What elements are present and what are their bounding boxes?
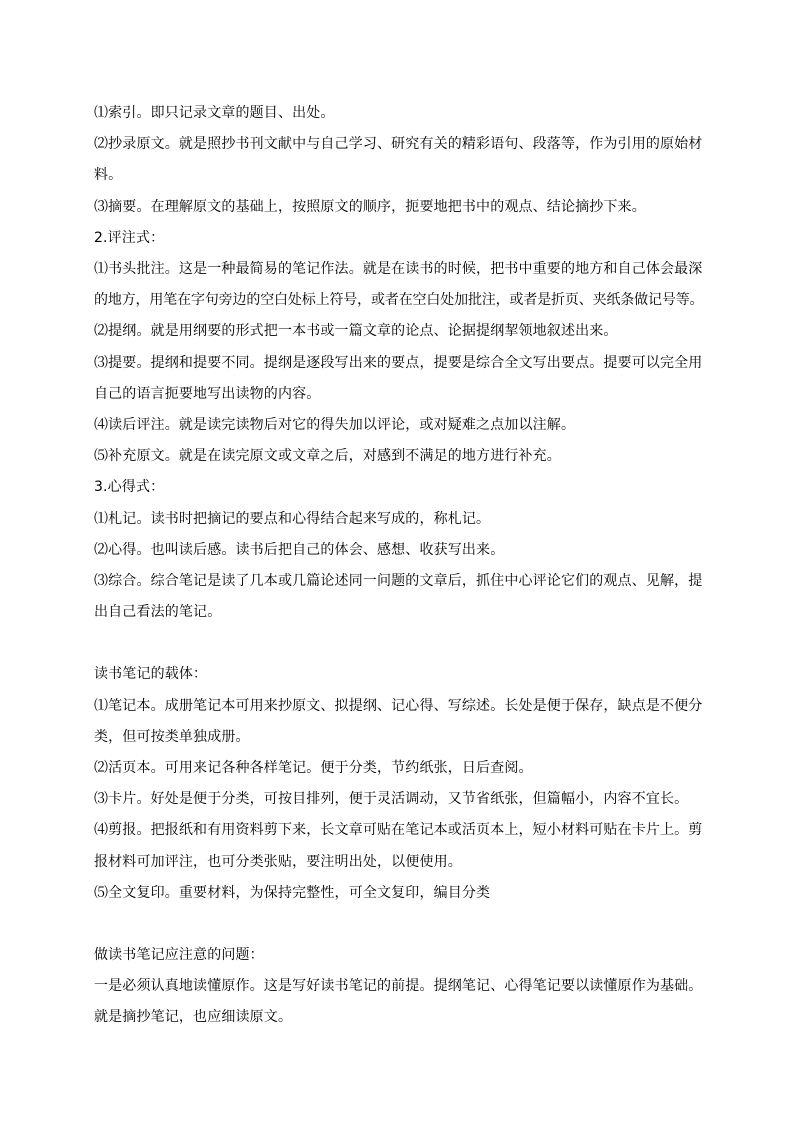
paragraph-line: ⑴书头批注。这是一种最简易的笔记作法。就是在读书的时候，把书中重要的地方和自己体会最深 <box>94 261 703 278</box>
paragraph-line: ⑴索引。即只记录文章的题目、出处。 <box>94 105 335 121</box>
paragraph-line: 的地方，用笔在字句旁边的空白处标上符号，或者在空白处加批注，或者是折页、夹纸条做记号等。 <box>94 292 704 309</box>
paragraph-line: ⑵活页本。可用来记各种各样笔记。便于分类，节约纸张，日后查阅。 <box>94 760 533 777</box>
paragraph-line: 类，但可按类单独成册。 <box>94 728 250 745</box>
paragraph-line: 自己的语言扼要地写出读物的内容。 <box>94 385 321 402</box>
paragraph-line: 料。 <box>94 167 123 184</box>
section-heading: 2.评注式： <box>94 229 165 246</box>
section-heading: 3.心得式： <box>94 479 165 496</box>
document-page <box>94 98 706 1034</box>
blank-line <box>94 628 706 659</box>
paragraph-line: ⑷读后评注。就是读完读物后对它的得失加以评论，或对疑难之点加以注解。 <box>94 417 576 434</box>
paragraph-line: ⑵心得。也叫读后感。读书后把自己的体会、感想、收获写出来。 <box>94 541 505 558</box>
paragraph-line: ⑶摘要。在理解原文的基础上，按照原文的顺序，扼要地把书中的观点、结论摘抄下来。 <box>94 198 646 215</box>
paragraph-line: ⑸全文复印。重要材料，为保持完整性，可全文复印，编目分类 <box>94 884 491 901</box>
paragraph-line: ⑴札记。读书时把摘记的要点和心得结合起来写成的，称札记。 <box>94 510 491 527</box>
paragraph-line: ⑵抄录原文。就是照抄书刊文献中与自己学习、研究有关的精彩语句、段落等，作为引用的原始材 <box>94 136 703 153</box>
section-heading: 做读书笔记应注意的问题： <box>94 947 264 964</box>
paragraph-line: ⑴笔记本。成册笔记本可用来抄原文、拟提纲、记心得、写综述。长处是便于保存，缺点是不便分 <box>94 697 703 714</box>
paragraph-line: ⑶综合。综合笔记是读了几本或几篇论述同一问题的文章后，抓住中心评论它们的观点、见解，提 <box>94 573 703 590</box>
paragraph-line: ⑷剪报。把报纸和有用资料剪下来，长文章可贴在笔记本或活页本上，短小材料可贴在卡片上。剪 <box>94 822 703 839</box>
paragraph-line: 就是摘抄笔记，也应细读原文。 <box>94 1009 293 1026</box>
section-heading: 读书笔记的载体： <box>94 666 208 683</box>
paragraph-line: 报材料可加评注，也可分类张贴，要注明出处，以便使用。 <box>94 853 462 870</box>
blank-line <box>94 909 706 940</box>
paragraph-line: ⑶提要。提纲和提要不同。提纲是逐段写出来的要点，提要是综合全文写出要点。提要可以完全用 <box>94 354 703 371</box>
paragraph-line: ⑸补充原文。就是在读完原文或文章之后，对感到不满足的地方进行补充。 <box>94 448 561 465</box>
paragraph-line: 一是必须认真地读懂原作。这是写好读书笔记的前提。提纲笔记、心得笔记要以读懂原作为基础。 <box>94 978 703 995</box>
paragraph-line: ⑶卡片。好处是便于分类，可按目排列，便于灵活调动，又节省纸张，但篇幅小，内容不宜长。 <box>94 791 689 808</box>
paragraph-line: 出自己看法的笔记。 <box>94 604 222 621</box>
paragraph-line: ⑵提纲。就是用纲要的形式把一本书或一篇文章的论点、论据提纲挈领地叙述出来。 <box>94 323 618 340</box>
